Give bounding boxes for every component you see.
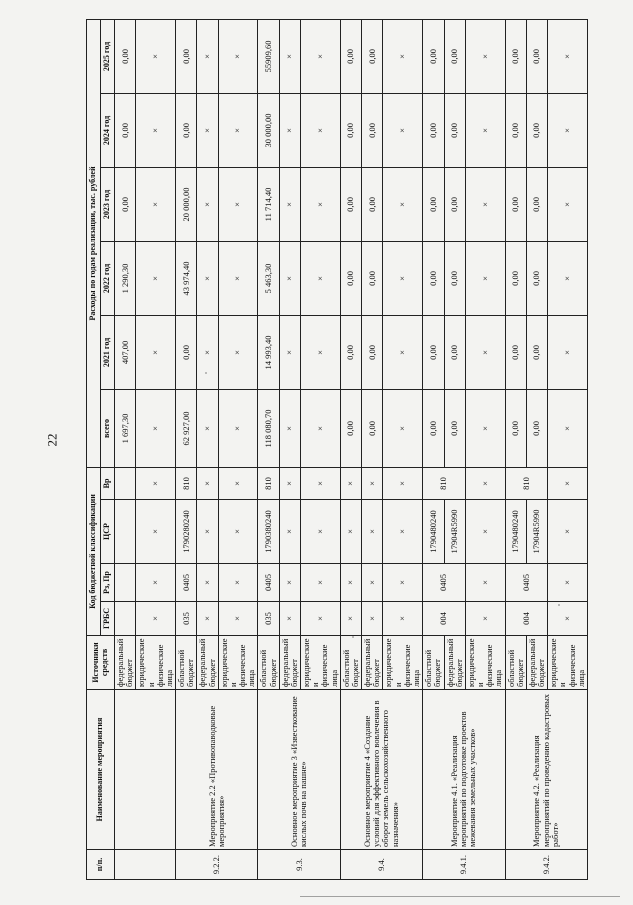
cell-2023: 0,00 [115,167,136,241]
header-csr: ЦСР [101,500,115,564]
cell-2021: 0,00 [176,315,197,389]
cell-csr: × [548,500,588,564]
budget-table-rotated [86,20,586,880]
cell-csr: × [383,500,423,564]
cell-vr: 810 [176,467,197,499]
cell-csr: × [465,500,505,564]
header-rzpr: Рз, Пр [101,564,115,602]
cell-2021: 0,00 [340,315,361,389]
row-source: областной бюджет [176,636,197,690]
cell-2022: × [279,241,300,315]
cell-csr: × [197,500,218,564]
cell-2022: × [197,241,218,315]
cell-grbs: × [340,602,361,636]
scan-speck [558,604,560,606]
header-code-group: Код бюджетной классификации [87,467,101,635]
row-source: областной бюджет [340,636,361,690]
cell-2022: 5 463,30 [258,241,279,315]
cell-2025: × [383,19,423,93]
cell-2023: 11 714,40 [258,167,279,241]
cell-csr [115,500,136,564]
cell-grbs: × [279,602,300,636]
cell-2025: × [301,19,341,93]
cell-2024: 0,00 [505,93,526,167]
cell-csr: × [279,500,300,564]
scan-speck [352,636,354,638]
cell-vr: 810 [258,467,279,499]
row-source: федеральный бюджет [526,636,547,690]
cell-total: 0,00 [340,389,361,467]
row-source: юридические и физические лица [301,636,341,690]
cell-total: 1 697,30 [115,389,136,467]
header-year-2023: 2023 год [101,167,115,241]
row-source: юридические и физические лица [218,636,258,690]
header-grbs: ГРБС [101,602,115,636]
cell-2023: × [465,167,505,241]
cell-total: 0,00 [362,389,383,467]
cell-2023: 0,00 [423,167,444,241]
cell-grbs: × [383,602,423,636]
cell-rzpr: × [340,564,361,602]
cell-grbs: × [136,602,176,636]
cell-2021: × [136,315,176,389]
cell-2023: × [279,167,300,241]
header-total: всего [101,389,115,467]
cell-grbs: × [465,602,505,636]
cell-rzpr: × [136,564,176,602]
cell-2024: 0,00 [526,93,547,167]
cell-2022: × [136,241,176,315]
cell-2021: 0,00 [362,315,383,389]
row-source: юридические и физические лица [136,636,176,690]
cell-2022: 0,00 [444,241,465,315]
cell-vr: × [279,467,300,499]
cell-2021: 0,00 [423,315,444,389]
row-source: юридические и физические лица [465,636,505,690]
cell-2021: × [218,315,258,389]
cell-rzpr: × [465,564,505,602]
cell-rzpr: × [218,564,258,602]
cell-2021: 407,00 [115,315,136,389]
cell-2021: × [301,315,341,389]
cell-rzpr: 0405 [505,564,548,602]
cell-2022: × [548,241,588,315]
cell-2025: 0,00 [340,19,361,93]
cell-grbs: 035 [258,602,279,636]
cell-2025: 0,00 [444,19,465,93]
budget-table [86,19,588,880]
cell-2024: 0,00 [444,93,465,167]
cell-2021: 0,00 [505,315,526,389]
cell-2024: × [383,93,423,167]
cell-csr: 1790380240 [258,500,279,564]
cell-csr: 17904R5990 [526,500,547,564]
cell-2022: × [383,241,423,315]
cell-csr: 1790280240 [176,500,197,564]
header-year-2021: 2021 год [101,315,115,389]
cell-2024: × [218,93,258,167]
cell-rzpr: 0405 [176,564,197,602]
cell-grbs: × [218,602,258,636]
cell-grbs: 004 [423,602,466,636]
row-num [115,850,176,880]
cell-2025: 0,00 [362,19,383,93]
cell-vr: 810 [423,467,466,499]
cell-2025: × [197,19,218,93]
cell-2024: × [136,93,176,167]
cell-vr [115,467,136,499]
cell-total: × [197,389,218,467]
header-year-2022: 2022 год [101,241,115,315]
cell-2023: 0,00 [526,167,547,241]
cell-2025: × [218,19,258,93]
row-num: 9.4.2. [505,850,587,880]
header-num: п/п. [87,850,115,880]
cell-2022: × [301,241,341,315]
cell-total: 0,00 [423,389,444,467]
cell-2023: 0,00 [505,167,526,241]
cell-2023: 0,00 [362,167,383,241]
cell-rzpr: × [279,564,300,602]
cell-2025: × [548,19,588,93]
scan-speck [205,372,207,374]
cell-2021: 14 993,40 [258,315,279,389]
cell-2021: 0,00 [526,315,547,389]
cell-2022: 0,00 [362,241,383,315]
cell-2024: 0,00 [115,93,136,167]
cell-2021: × [465,315,505,389]
cell-total: 62 927,00 [176,389,197,467]
cell-total: × [279,389,300,467]
row-name: Основное мероприятие 4 «Создание условий для эффективного вовлечения в оборот земель сельскохозяйственного назначения» [340,690,422,850]
row-num: 9.4. [340,850,422,880]
cell-rzpr: 0405 [258,564,279,602]
cell-2021: × [383,315,423,389]
cell-vr: × [383,467,423,499]
cell-2023: × [383,167,423,241]
cell-2023: × [136,167,176,241]
row-name: Мероприятие 4.2. «Реализация мероприятий по проведению кадастровых работ» [505,690,587,850]
cell-vr: × [218,467,258,499]
cell-rzpr: × [197,564,218,602]
cell-2024: × [279,93,300,167]
cell-2022: × [218,241,258,315]
cell-2023: 0,00 [340,167,361,241]
cell-vr: × [362,467,383,499]
cell-total: 0,00 [444,389,465,467]
cell-csr: × [136,500,176,564]
cell-grbs: × [362,602,383,636]
cell-2024: 0,00 [362,93,383,167]
cell-rzpr: × [301,564,341,602]
cell-2025: 55909,60 [258,19,279,93]
header-expenses-group: Расходы по годам реализации, тыс. рублей [87,19,101,467]
cell-2022: 1 290,30 [115,241,136,315]
header-vr: Вр [101,467,115,499]
cell-2024: × [197,93,218,167]
row-source: федеральный бюджет [279,636,300,690]
cell-total: × [136,389,176,467]
cell-2022: 0,00 [505,241,526,315]
cell-total: × [383,389,423,467]
row-source: юридические и физические лица [548,636,588,690]
cell-total: × [218,389,258,467]
row-source: областной бюджет [423,636,444,690]
cell-2025: 0,00 [505,19,526,93]
cell-2022: 0,00 [526,241,547,315]
cell-rzpr [115,564,136,602]
cell-csr: 1790480240 [505,500,526,564]
cell-2022: × [465,241,505,315]
cell-rzpr: 0405 [423,564,466,602]
cell-2021: × [197,315,218,389]
cell-csr: × [362,500,383,564]
cell-2025: 0,00 [423,19,444,93]
cell-vr: × [340,467,361,499]
header-name: Наименование мероприятия [87,690,115,850]
cell-csr: × [218,500,258,564]
cell-vr: × [465,467,505,499]
cell-2024: 30 000,00 [258,93,279,167]
cell-2023: × [301,167,341,241]
cell-2025: 0,00 [115,19,136,93]
row-source: областной бюджет [258,636,279,690]
cell-2024: 0,00 [423,93,444,167]
header-source: Источники средств [87,636,115,690]
cell-total: 0,00 [505,389,526,467]
cell-2025: × [279,19,300,93]
cell-2023: × [197,167,218,241]
cell-2022: 0,00 [423,241,444,315]
cell-rzpr: × [548,564,588,602]
cell-2025: × [136,19,176,93]
cell-2024: 0,00 [176,93,197,167]
cell-2023: × [218,167,258,241]
cell-2021: × [548,315,588,389]
page-number: 22 [44,433,60,447]
cell-total: × [465,389,505,467]
cell-2023: 0,00 [444,167,465,241]
cell-vr: 810 [505,467,548,499]
cell-grbs: 004 [505,602,548,636]
header-year-2024: 2024 год [101,93,115,167]
cell-total: 0,00 [526,389,547,467]
cell-grbs [115,602,136,636]
cell-2023: × [548,167,588,241]
cell-csr: 17904R5990 [444,500,465,564]
scan-artifact-line [300,896,620,897]
row-source: федеральный бюджет [115,636,136,690]
row-name [115,690,176,850]
row-num: 9.4.1. [423,850,505,880]
row-name: Основное мероприятие 3 «Известкование кислых почв на пашне» [258,690,340,850]
cell-2021: × [279,315,300,389]
cell-csr: 1790480240 [423,500,444,564]
row-source: федеральный бюджет [362,636,383,690]
cell-grbs: × [548,602,588,636]
cell-2022: 0,00 [340,241,361,315]
cell-2025: 0,00 [176,19,197,93]
cell-vr: × [548,467,588,499]
cell-2024: 0,00 [340,93,361,167]
row-name: Мероприятие 2.2 «Противопаводковые мероприятия» [176,690,258,850]
cell-total: 118 080,70 [258,389,279,467]
cell-rzpr: × [362,564,383,602]
row-num: 9.2.2. [176,850,258,880]
cell-2025: × [465,19,505,93]
cell-vr: × [301,467,341,499]
cell-rzpr: × [383,564,423,602]
cell-2024: × [301,93,341,167]
row-source: юридические и физические лица [383,636,423,690]
cell-2024: × [465,93,505,167]
cell-2022: 43 974,40 [176,241,197,315]
cell-total: × [548,389,588,467]
row-name: Мероприятие 4.1. «Реализация мероприятий по подготовке проектов межевания земельных участков» [423,690,505,850]
cell-csr: × [340,500,361,564]
header-year-2025: 2025 год [101,19,115,93]
row-source: областной бюджет [505,636,526,690]
cell-grbs: × [301,602,341,636]
row-source: федеральный бюджет [197,636,218,690]
cell-total: × [301,389,341,467]
cell-2023: 20 000,00 [176,167,197,241]
row-source: федеральный бюджет [444,636,465,690]
cell-grbs: 035 [176,602,197,636]
cell-csr: × [301,500,341,564]
row-num: 9.3. [258,850,340,880]
cell-2025: 0,00 [526,19,547,93]
cell-grbs: × [197,602,218,636]
cell-2024: × [548,93,588,167]
cell-vr: × [136,467,176,499]
cell-2021: 0,00 [444,315,465,389]
cell-vr: × [197,467,218,499]
